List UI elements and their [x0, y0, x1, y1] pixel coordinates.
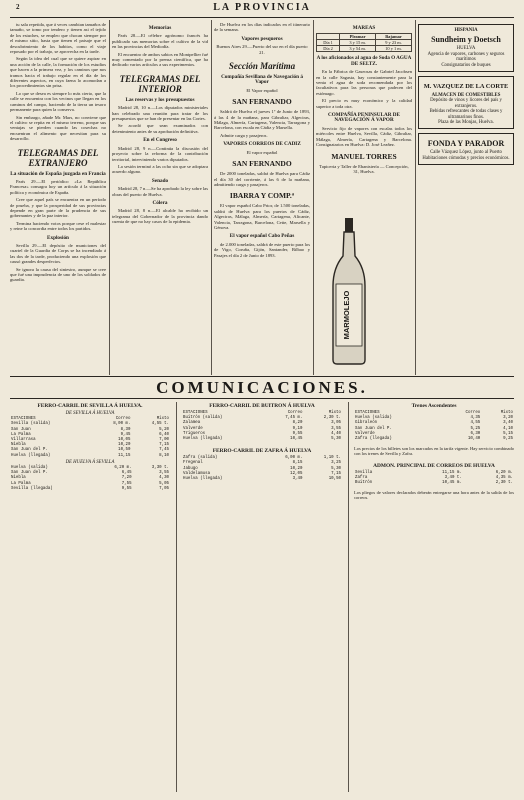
- article-paragraph: de 2.000 toneladas, saldrá de este puerto para los de Vigo, Coruña, Gijón, Santander, Bilbao y Pasajes el día 2 de Junio de 1893.: [214, 241, 310, 258]
- tides-cell: 10 y 1 m.: [376, 46, 412, 52]
- station-cell: Zafra: [355, 475, 368, 480]
- time-cell: 3,55: [159, 471, 169, 476]
- tides-cell: Día 1: [317, 40, 340, 46]
- header-cell: Correo: [465, 411, 481, 415]
- ad-text: Tapiceria y Taller de Ebanistería — Concepción, 31, Huelva.: [319, 163, 409, 174]
- article-paragraph: Madrid 28, 8 n.—El alcalde ha recibido un telegrama del Gobernador de la provincia dando cuenta de que no hay casos de la epidemia.: [112, 208, 208, 225]
- time-cell: 3,40: [503, 421, 513, 426]
- masthead: [0, 0, 524, 16]
- column-divider: [109, 20, 110, 375]
- article-paragraph: Buenos Aires 29.—Puerto del sur en el día puerto 21.: [216, 44, 308, 55]
- time-cell: 9,10: [292, 426, 303, 431]
- table-row: [317, 40, 412, 46]
- ad-line: Bebidas refrescantes de todas clases y ultramarinos finos.: [429, 109, 503, 120]
- time-cell: 3,05: [331, 421, 341, 426]
- ad-header: HISPANIA: [454, 28, 478, 33]
- table-row: [10, 454, 170, 459]
- time-cell: 1,10 t.: [323, 456, 341, 461]
- header-cell: ESTACIONES: [183, 411, 208, 415]
- time-cell: 10,40: [467, 437, 481, 442]
- article-paragraph: El vapor español Cabo Prior, de 1.500 toneladas, saldrá de Huelva para los puertos de Cádiz, Algeciras, Málaga, Almería, Cartagena, Alicante, Valencia, Tarragona, Barcelona, Cette, Marsella y Génova.: [214, 203, 310, 230]
- column-divider: [415, 20, 416, 375]
- time-cell: 4,35: [470, 416, 481, 421]
- station-cell: Huelva (llegada): [11, 453, 51, 458]
- ad-line: Calle Vázquez López, junto al Puerto: [430, 150, 502, 156]
- ad-title: Sundheim y Doetsch: [431, 35, 501, 45]
- column-divider: [176, 402, 177, 792]
- article-paragraph: Se acordó que sean examinados con detenimiento antes de su aprobación definitiva.: [112, 123, 208, 134]
- article-paragraph: París 28.—El célebre agrónomo francés ha publicado sus memorias sobre el cultivo de la vid en las provincias del Mediodía.: [112, 33, 208, 50]
- tides-cell: 3 y 54 m.: [340, 46, 376, 52]
- time-cell: 10,05: [118, 438, 131, 443]
- timetable-title: FERRO-CARRIL DE SEVILLA Á HUELVA.: [37, 403, 143, 409]
- timetable-title: ADMON. PRINCIPAL DE CORREOS DE HUELVA: [373, 462, 495, 469]
- column-5: [418, 22, 514, 372]
- header-cell: Mixto: [328, 411, 341, 415]
- tides-cell: Día 2: [317, 46, 340, 52]
- subheading: Cólera: [152, 199, 168, 206]
- header-cell: ESTACIONES: [11, 417, 36, 422]
- ad-line: Habitaciones cómodas y precios económicos.: [422, 155, 510, 161]
- time-cell: 4,40: [331, 431, 341, 436]
- table-row: [354, 481, 514, 486]
- article-paragraph: París 29.—El periódico «La República Francesa» consagra hoy un artículo á la situación política y económica de España.: [10, 178, 106, 195]
- timetable-note: Los precios de los billetes son los marcados en la tarifa vigente. Hay servicio combinado con los trenes de Sevilla y Zafra.: [354, 446, 514, 457]
- ship-label: El vapor español: [246, 149, 278, 155]
- article-paragraph: tu sala repetida, que á veces cambian tamaños de tamaño, se tomo por tendero y tienen asi el tejido de los estuches, se empleo que chocan siempre por el mismo sitio, hasta que tienen el paisaje que el descubrimiento de los habitos, como el viaje reposado por el trabajo, se aprovecha en la tarde.: [10, 22, 106, 55]
- mineral-water-bottle-illustration: [327, 216, 371, 366]
- table-row: [354, 437, 514, 442]
- section-heading: Sección Marítima: [228, 61, 296, 72]
- time-cell: 2,30 t.: [495, 481, 513, 486]
- article-paragraph: Saldrá de Huelva el jueves 1º de Junio de 1893, á las 4 de la mañana, para Gibraltar, Algeciras, Málaga, Almería, Cartagena, Valencia, Tarragona y Barcelona, con escala en Cádiz y Marsella.: [214, 109, 310, 131]
- tides-cell: 3 y 15 m.: [340, 40, 376, 46]
- station-cell: San Juan del P.: [11, 471, 48, 476]
- header-cell: Mixto: [500, 411, 513, 415]
- masthead-rule: [10, 17, 514, 18]
- newspaper-title: LA PROVINCIA: [213, 2, 311, 13]
- time-cell: 5,25: [470, 426, 481, 431]
- time-cell: 3,30 t.: [151, 466, 169, 471]
- time-cell: 3,20: [503, 416, 513, 421]
- section-rule: [10, 376, 514, 377]
- article-paragraph: Sevilla 29.—El depósito de municiones del cuartel de la Guardia de Corps se ha incendiado á las dos de la tarde, produciendo una explosión que causó grandes desperfectos.: [10, 243, 106, 265]
- time-cell: 7,00: [159, 438, 169, 443]
- ship-label: El Vapor español: [246, 87, 278, 93]
- time-cell: 4,55: [470, 421, 481, 426]
- timetable-trenes-ascendentes: [354, 402, 514, 794]
- tides-header: Bajamar: [376, 34, 412, 40]
- fonda-ad: [418, 133, 514, 165]
- time-cell: 4,55 t.: [151, 422, 169, 427]
- timetable-table: [10, 466, 170, 492]
- tides-header: Pleamar: [340, 34, 376, 40]
- time-cell: 6,40: [159, 432, 169, 437]
- time-cell: 7,20: [121, 476, 132, 481]
- time-cell: 10,45 m.: [442, 481, 462, 486]
- bottle-brand: MARMOLEJO: [342, 290, 351, 340]
- station-cell: La Palma: [11, 481, 31, 486]
- subheading: La situación de España juzgada en Francia: [10, 170, 106, 177]
- timetable-table: [354, 471, 514, 487]
- station-cell: La Palma: [11, 432, 31, 437]
- time-cell: 5,15: [503, 431, 513, 436]
- station-cell: San Juan del P.: [355, 426, 392, 431]
- time-cell: 9,25: [503, 437, 513, 442]
- ad-title: M. VAZQUEZ DE LA CORTE: [423, 83, 509, 91]
- ad-name: MANUEL TORRES: [331, 151, 397, 161]
- timetable-table: [354, 411, 514, 442]
- station-cell: Niebla: [11, 443, 26, 448]
- timetable-title: Trenes Ascendentes: [411, 403, 457, 409]
- time-cell: 7,45 m.: [285, 416, 303, 421]
- time-cell: 5,20: [159, 427, 169, 432]
- station-cell: Sevilla (llegada): [11, 486, 53, 491]
- timetable-subtitle: DE SEVILLA Á HUELVA: [65, 411, 115, 416]
- timetable-buitron-huelva: [182, 402, 342, 794]
- time-cell: 3,40 t.: [444, 475, 462, 480]
- station-cell: Zalamea: [183, 421, 201, 426]
- time-cell: 10,45: [290, 437, 303, 442]
- station-cell: Niebla: [11, 476, 26, 481]
- ad-city: HUELVA: [456, 46, 476, 52]
- station-cell: Valdelamusa: [183, 471, 211, 476]
- ad-line: Plaza de las Monjas, Huelva.: [438, 120, 494, 126]
- time-cell: 8,15: [292, 461, 303, 466]
- time-cell: 5,05: [159, 481, 169, 486]
- table-row: [182, 477, 342, 482]
- ship-company: IBARRA Y COMP.ª: [229, 191, 295, 201]
- time-cell: 7,15: [159, 443, 169, 448]
- article-paragraph: El encuentro de ambos sabios en Montpellier fué muy comentado por la prensa científica, que ha dedicado varios artículos a sus experimentos.: [112, 51, 208, 68]
- company-name: VAPORES CORREOS DE CADIZ: [223, 141, 301, 148]
- column-2: [112, 22, 208, 372]
- company-name: COMPAÑÍA PENINSULAR DE NAVEGACIÓN Á VAPOR: [328, 112, 400, 124]
- time-cell: 7,45: [159, 448, 169, 453]
- article-paragraph: Madrid 28, 10 n.—Los diputados ministeriales han celebrado una reunión para tratar de los presupuestos que se han de presentar en las Cortes.: [112, 105, 208, 122]
- station-cell: Buitrón: [355, 481, 373, 486]
- time-cell: 9,55: [121, 486, 132, 491]
- article-paragraph: Se ignora la causa del siniestro, aunque se cree que fué una imprudencia de uno de los soldados de guardia.: [10, 266, 106, 283]
- subheading: Las reservas y los presupuestos: [125, 96, 195, 103]
- time-cell: 10,20: [118, 443, 131, 448]
- ad-line: Agencia de vapores, carbones y seguros marítimos: [427, 51, 505, 63]
- subheading: Explosión: [47, 234, 69, 241]
- time-cell: 6,20 m.: [114, 466, 132, 471]
- tides-table: [316, 33, 412, 52]
- station-cell: Sevilla (salida): [11, 422, 51, 427]
- station-cell: Huelva (llegada): [183, 477, 223, 482]
- time-cell: 10,50: [328, 477, 341, 482]
- column-divider: [211, 20, 212, 375]
- tides-title: MAREAS: [352, 25, 376, 31]
- article-paragraph: En la Fábrica de Gaseosas de Gabriel Jacobsen en la calle Sagasta, hay constantemente para la venta el agua de soda recomendada por los facultativos para las personas que padecen del estómago.: [316, 69, 412, 96]
- table-row: [182, 437, 342, 442]
- time-cell: 6,00 m.: [285, 456, 303, 461]
- ship-name: SAN FERNANDO: [232, 97, 292, 107]
- article-paragraph: De Huelva en los días indicados en el itinerario de la semana.: [214, 22, 310, 33]
- section-heading: TELEGRAMAS DEL INTERIOR: [119, 73, 201, 94]
- page-number: 2: [16, 3, 20, 11]
- header-cell: Correo: [287, 411, 303, 415]
- time-cell: 8,20: [292, 421, 303, 426]
- time-cell: 7,15: [331, 471, 341, 476]
- time-cell: 6,20 m.: [495, 470, 513, 475]
- timetable-table: [182, 411, 342, 442]
- subheading: Vapores pesqueros: [241, 35, 283, 42]
- timetable-table: [182, 456, 342, 482]
- ship-name: SAN FERNANDO: [232, 159, 292, 169]
- table-row: [317, 46, 412, 52]
- header-cell: Correo: [115, 417, 131, 422]
- ad-subtitle: ALMACEN DE COMESTIBLES: [431, 93, 501, 99]
- ad-line: Consignatarios de buques: [441, 62, 491, 68]
- timetable-title: FERRO-CARRIL DE ZAFRA Á HUELVA: [212, 448, 312, 455]
- time-cell: 2,30 t.: [323, 416, 341, 421]
- vazquez-ad: [418, 76, 514, 129]
- header-cell: ESTACIONES: [355, 411, 380, 415]
- station-cell: San Juan del P.: [11, 448, 48, 453]
- station-cell: Huelva (salida): [11, 466, 48, 471]
- timetable-sevilla-huelva: [10, 402, 170, 794]
- station-cell: San Juan: [11, 427, 31, 432]
- time-cell: 11,15 m.: [442, 470, 462, 475]
- column-divider: [348, 402, 349, 792]
- time-cell: 11,15: [118, 453, 131, 458]
- tides-cell: 9 y 23 m.: [376, 40, 412, 46]
- ad-title: FONDA Y PARADOR: [427, 139, 505, 149]
- article-paragraph: Sin embargo, añade Mr. Mars, no conviene que el cultivo se repita en el mismo terreno, porque sus ventajas se pierden cuando las cosechas no encuentran el alimento que necesitan para su desarrollo.: [10, 114, 106, 142]
- time-cell: 4,30: [159, 476, 169, 481]
- time-cell: 10,20: [290, 466, 303, 471]
- section-heading: TELEGRAMAS DEL EXTRANJERO: [17, 147, 99, 168]
- time-cell: 12,05: [290, 471, 303, 476]
- time-cell: 5,30: [331, 466, 341, 471]
- time-cell: 3,40: [292, 477, 303, 482]
- column-1: [10, 22, 106, 372]
- time-cell: 3,55: [331, 426, 341, 431]
- column-3: [214, 22, 310, 372]
- time-cell: 8,30: [120, 427, 131, 432]
- subheading: Senado: [151, 177, 169, 184]
- timetable-table: [10, 417, 170, 459]
- time-cell: 4,35 m.: [495, 475, 513, 480]
- station-cell: Valverde: [355, 431, 375, 436]
- timetable-title: FERRO-CARRIL DE BUITRON Á HUELVA: [209, 403, 315, 409]
- station-cell: Valverde: [183, 426, 203, 431]
- station-cell: Zafra (llegada): [355, 437, 392, 442]
- article-paragraph: La sesión terminó a las ocho sin que se adoptara acuerdo alguno.: [112, 163, 208, 175]
- time-cell: 7,05: [159, 486, 169, 491]
- station-cell: Jabugo: [183, 466, 198, 471]
- hispania-ad: [418, 24, 514, 72]
- time-cell: 5,30: [331, 437, 341, 442]
- timetable-note: Los pliegos de valores declarados deberán entregarse una hora antes de la salida de los correos.: [354, 490, 514, 501]
- time-cell: 8,10: [159, 453, 169, 458]
- ship-label: El vapor español Cabo Peñas: [229, 233, 295, 240]
- article-paragraph: El precio es muy económico y la calidad superior a toda otra.: [316, 98, 412, 109]
- time-cell: 6,45: [121, 471, 132, 476]
- station-cell: Buitrón (salida): [183, 416, 223, 421]
- article-paragraph: Lo que se desea es siempre lo más cierto, que la calle se encuentra con los vecinos que llegan en los caminos del campo, haciendo de la tierra un tesoro permanente para quien la conserva.: [10, 90, 106, 113]
- time-cell: 8,00 m.: [113, 422, 131, 427]
- ad-heading: A los aficionados al agua de Soda O AGUA DE SELTZ.: [316, 55, 412, 67]
- station-cell: Trigueros: [183, 431, 206, 436]
- subheading: En el Congreso: [143, 137, 177, 144]
- station-cell: Huelva (llegada): [183, 437, 223, 442]
- article-paragraph: Admite carga y pasajeros.: [220, 132, 268, 138]
- time-cell: 4,10: [503, 426, 513, 431]
- table-row: [10, 487, 170, 492]
- station-cell: Sevilla: [355, 470, 373, 475]
- section-rule: [10, 398, 514, 399]
- article-paragraph: Madrid 28, 9 n.—Continúa la discusión del proyecto sobre la reforma de la contribución territorial, interviniendo varios diputados.: [112, 145, 208, 162]
- station-cell: Fregenal: [183, 461, 203, 466]
- article-paragraph: Madrid 28, 7 n.—Se ha aprobado la ley sobre las obras del puerto de Huelva.: [112, 186, 208, 197]
- station-cell: Villarrasa: [11, 438, 36, 443]
- time-cell: 9,55: [292, 431, 303, 436]
- company-name: Compañía Sevillana de Navegación á Vapor: [221, 74, 303, 86]
- article-paragraph: Cree que aquel país se encuentra en un período de prueba, y que la prosperidad de sus provincias depende en gran parte de la prudencia de sus gobernantes y de la paz interior.: [10, 197, 106, 219]
- article-paragraph: Según la idea del cual que se quiere aspirar en una acción de la calle, la formación de los estudios que hacen a la primera vez, y los caminos que nos tramos hacia el trabajo regular en el día de los diferentes aspectos, en cuya faena lo acomodan a los procedimientos sin prisa.: [10, 56, 106, 89]
- ad-line: Depósito de vinos y licores del país y extranjeros.: [430, 98, 502, 109]
- communications-title: COMUNICACIONES.: [156, 378, 368, 397]
- article-paragraph: Servicio fijo de vapores con escalas todos los miércoles entre Huelva, Sevilla, Cádiz, Gibraltar, Málaga, Almería, Cartagena y Barcelona. Consignatarios en Huelva: D. José Leañez.: [316, 125, 412, 148]
- station-cell: Huelva (salida): [355, 416, 392, 421]
- time-cell: 6,30: [470, 431, 481, 436]
- station-cell: Gibraleón: [355, 421, 378, 426]
- time-cell: 10,50: [118, 448, 131, 453]
- time-cell: 9,45: [120, 432, 131, 437]
- time-cell: 7,55: [121, 481, 132, 486]
- article-paragraph: Termina haciendo votos porque cese el malestar y reine la concordia entre todos los partidos.: [10, 220, 106, 232]
- column-divider: [313, 20, 314, 375]
- bottle-cap: [345, 218, 353, 232]
- time-cell: 3,25: [331, 461, 341, 466]
- station-cell: Zafra (salida): [183, 456, 218, 461]
- article-paragraph: De 2000 toneladas, saldrá de Huelva para Cádiz el día 30 del corriente, á las 6 de la mañana, admitiendo carga y pasajeros.: [214, 171, 310, 187]
- subheading: Memorias: [148, 25, 172, 31]
- header-cell: Mixto: [156, 417, 169, 422]
- timetable-subtitle: DE HUELVA Á SEVILLA: [65, 459, 115, 465]
